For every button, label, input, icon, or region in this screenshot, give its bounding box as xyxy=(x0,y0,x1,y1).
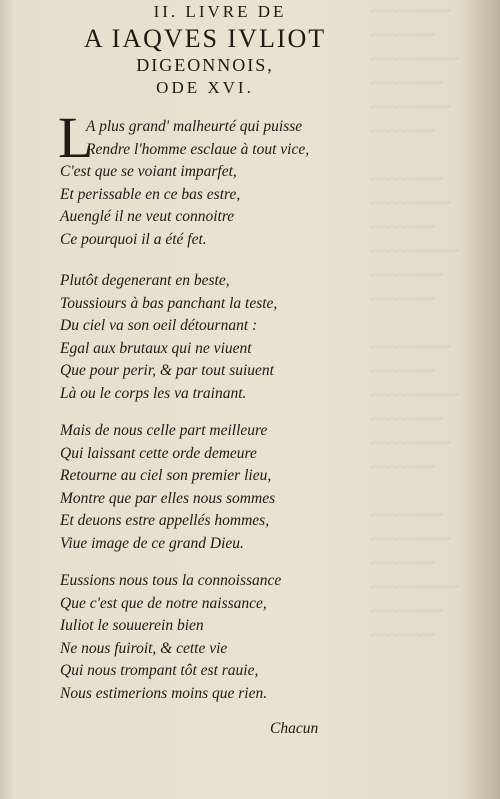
verse-line: Que c'est que de notre naissance, xyxy=(60,594,267,612)
verse-line: Eussions nous tous la connoissance xyxy=(60,572,282,589)
verse-line: Toussiours à bas panchant la teste, xyxy=(60,294,278,312)
show-through-text: ~~~~~~~~~~ ~~~~~~~~ ~~~~~~~~~~~ ~~~~~~~~~ ~~~~~~~~~~ ~~~~~~~~ ~~~~~~~~~ ~~~~~~~~~~ ~~~~~~~~ ~~~~~~~~~~~ ~~~~~~~~~ ~~~~~~~~ ~~~~~~~~~~ ~~~~~~~~ ~~~~~~~~~~~ ~~~~~~~~~ ~~~~~~~~~~ ~~~~~~~~ ~~~~~~~~~ ~~~~~~~~~~ ~~~~~~~~ ~~~~~~~~~~~ ~~~~~~~~~ ~~~~~~~~ xyxy=(370,4,460,644)
verse-line: A plus grand' malheurté qui puisse xyxy=(86,118,303,135)
verse-line: Nous estimerions moins que rien. xyxy=(60,684,268,702)
verse-line: Du ciel va son oeil détournant : xyxy=(60,317,258,334)
drop-cap: L xyxy=(58,105,94,170)
verse-line: Viue image de ce grand Dieu. xyxy=(60,534,244,552)
ode-title: A IAQVES IVLIOT xyxy=(83,24,327,53)
verse-line: Qui nous trompant tôt est rauie, xyxy=(60,662,259,679)
stanza-1 xyxy=(60,116,360,251)
verse-line: Ce pourquoi il a été fet. xyxy=(60,230,207,248)
ode-subtitle: DIGEONNOIS, xyxy=(136,55,274,75)
verse-line: Mais de nous celle part meilleure xyxy=(60,422,268,439)
verse-line: Auenglé il ne veut connoitre xyxy=(60,208,235,225)
verse-line: Là ou le corps les va trainant. xyxy=(60,384,247,402)
verse-line: Montre que par elles nous sommes xyxy=(60,489,276,507)
verse-line: Que pour perir, & par tout suiuent xyxy=(60,362,274,379)
stanza-4 xyxy=(60,570,360,705)
verse-line: Qui laissant cette orde demeure xyxy=(60,444,257,462)
running-head: II. LIVRE DE xyxy=(153,2,287,21)
stanza-2 xyxy=(60,270,360,405)
stanza-3 xyxy=(60,420,360,555)
verse-line: Et deuons estre appellés hommes, xyxy=(60,512,270,529)
verse-line: Egal aux brutaux qui ne viuent xyxy=(60,339,252,357)
catchword: Chacun xyxy=(270,720,319,737)
verse-line: C'est que se voiant imparfet, xyxy=(60,163,237,180)
ode-number: ODE XVI. xyxy=(156,78,254,97)
verse-line: Rendre l'homme esclaue à tout vice, xyxy=(86,140,310,158)
verse-line: Et perissable en ce bas estre, xyxy=(60,185,241,203)
verse-line: Ne nous fuiroit, & cette vie xyxy=(60,639,228,657)
verse-line: Retourne au ciel son premier lieu, xyxy=(60,467,272,484)
verse-line: Plutôt degenerant en beste, xyxy=(60,272,230,289)
verse-line: Iuliot le souuerein bien xyxy=(60,617,204,634)
